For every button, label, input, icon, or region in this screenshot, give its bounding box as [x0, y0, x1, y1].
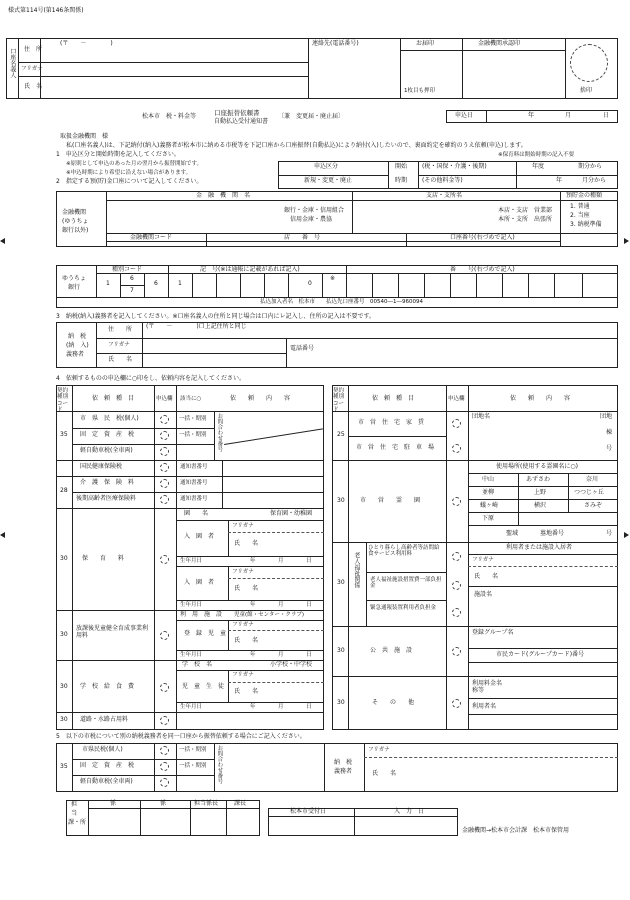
item-light-vehicle-tax: 軽自動車税(全車両) [80, 447, 133, 454]
furigana-label: フリガナ [472, 557, 494, 563]
obligor-label-2: 義務者 [334, 768, 353, 775]
jiki-label: 時期 [395, 177, 408, 184]
right-arrow-icon [624, 238, 629, 244]
staff-2-label: 係 [160, 800, 167, 807]
right-arrow-icon [624, 532, 629, 538]
contact-label: 連絡先(電話番号) [312, 40, 359, 47]
yucho-digit-7: 7 [130, 287, 134, 294]
obligor-tel-label: 電話番号 [290, 345, 315, 352]
name-label: 氏 名 [234, 585, 259, 592]
header-check: 該当に○ [180, 396, 202, 402]
payer-label: 口座名義人 [8, 48, 16, 78]
enrollee-label: 入 園 者 [184, 533, 215, 540]
day-unit: 日 [306, 704, 312, 710]
code-35: 35 [60, 763, 68, 770]
obligor-label-1: 納 税 [334, 759, 353, 766]
month-unit: 月 [278, 704, 284, 710]
start-option-tax: (税・国保・介護・後期) [422, 163, 487, 170]
apply-circle[interactable] [160, 762, 169, 771]
start-option-other: (その他料金等) [422, 177, 463, 184]
birth-label: 生年月日 [180, 704, 203, 710]
code-30: 30 [337, 647, 345, 654]
code-30: 30 [337, 579, 345, 586]
month-unit: 月 [278, 602, 284, 608]
stamp-label: 捨印 [580, 87, 593, 94]
bank-approval-label: 金融機関承認印 [478, 40, 521, 47]
apply-circle[interactable] [452, 699, 461, 708]
symbol-header: 記 号(※は通帳に記載があれば記入) [200, 266, 300, 273]
apply-circle[interactable] [160, 479, 169, 488]
inquiry-number-label: お問合わせ番号 [216, 413, 223, 452]
month-unit: 月 [278, 558, 284, 564]
apply-circle[interactable] [160, 746, 169, 755]
nursery-kind[interactable]: 保育園・幼稚園 [270, 510, 313, 517]
item-shimin-tax: 市県民税(個人) [82, 746, 123, 753]
name-label: 氏 名 [24, 83, 43, 90]
header-apply: 申込欄 [448, 396, 465, 402]
obligor-label-3: 義務者 [66, 351, 85, 358]
office-label-1: 担 [71, 801, 78, 808]
account-type-header: 預貯金の種類 [566, 192, 603, 199]
complex-unit: 団地 [600, 413, 613, 420]
section5-title: 5 以下の市税について別の納税義務者を同一口座から振替依頼する場合にご記入ください。 [56, 733, 306, 740]
item-emergency-device: 緊急通報装置利用者負担金 [370, 605, 437, 611]
bank-code-header: 金融機関コード [130, 234, 173, 241]
code-30: 30 [337, 699, 345, 706]
code-30: 30 [60, 716, 68, 723]
account-type-1[interactable]: 1. 普通 [570, 203, 590, 210]
group-name-label: 登録グループ名 [472, 629, 514, 636]
apply-date-label: 申込日 [455, 112, 474, 119]
routing-note: 金融機関→松本市会計課 松本市保管用 [462, 827, 570, 834]
furigana-label: フリガナ [368, 747, 390, 753]
apply-circle[interactable] [452, 419, 461, 428]
item-afterschool: 放課後児童健全育成事業利用料 [76, 625, 149, 639]
name-label: 氏 名 [234, 688, 259, 695]
obligor-label-2: (納 入) [66, 342, 89, 349]
furigana-label: フリガナ [232, 622, 254, 628]
seal-note: 1枚目も押印 [404, 88, 435, 94]
nen-label: 年 [556, 177, 563, 184]
lump-or-term[interactable]: 一括・期別 [179, 747, 207, 753]
year-unit: 年 [250, 602, 256, 608]
item-other: そ の 他 [372, 699, 415, 706]
code-25: 25 [337, 431, 345, 438]
type-code-header: 種別コード [112, 266, 143, 273]
branch-header: 支店・支所名 [426, 192, 463, 199]
nursery-name-label: 園 名 [184, 510, 209, 517]
number-header: 番 号(右づめで記入) [450, 266, 515, 273]
cemetery-option[interactable]: つつじヶ丘 [574, 489, 605, 496]
cemetery-option[interactable]: あずさわ [526, 476, 551, 483]
notice-number-label: 通知書番号 [180, 464, 208, 470]
cemetery-option[interactable]: 奈川 [586, 476, 599, 483]
user-name-label: 利用者名 [472, 703, 497, 710]
manager-label: 課長 [234, 800, 247, 807]
staff-1-label: 係 [110, 800, 117, 807]
furigana-label: フリガナ [21, 66, 43, 72]
apply-circle[interactable] [160, 683, 169, 692]
apply-circle[interactable] [452, 444, 461, 453]
name-label: 氏 名 [234, 540, 259, 547]
apply-circle[interactable] [452, 608, 461, 617]
item-welfare-facility: 老人福祉施設措置費一部負担金 [370, 577, 442, 590]
account-number-header: 口座番号(右づめで記入) [450, 234, 515, 241]
nendo-label: 年度 [532, 163, 545, 170]
obligor-furigana: フリガナ [108, 342, 130, 348]
intro-item2: 2 指定する預(貯)金口座について記入してください。 [56, 178, 203, 185]
item-light-vehicle-tax: 軽自動車税(全車両) [80, 778, 133, 785]
header-item: 依 頼 種 目 [92, 395, 135, 402]
intro-body: 私(口座名義人)は、下記納付(納入)義務者が松本市に納める市税等を下記口座から口座振替(自動払込)により納付(入)したいので、裏面約定を確約のうえ依頼(申込)します。 [66, 142, 527, 149]
name-label: 氏 名 [474, 573, 499, 580]
payee-info: 払込加入者名 松本市 払込先口座番号 00540―1―960094 [260, 299, 423, 305]
bank-types-2[interactable]: 信用金庫・農協 [290, 216, 333, 223]
day-label: 日 [603, 112, 610, 119]
apply-circle[interactable] [160, 716, 169, 725]
item-elderly-medical: 後期高齢者医療保険料 [76, 495, 137, 502]
intro-item1b: ※申込時期により希望に沿えない場合があります。 [66, 170, 192, 176]
item-care-insurance: 介 護 保 険 料 [80, 479, 135, 486]
intro-to: 取扱金融機関 様 [60, 133, 109, 140]
name-label: 氏 名 [234, 637, 259, 644]
birth-label: 生年月日 [180, 602, 203, 608]
yucho-digit-1b: 1 [178, 280, 182, 287]
obligor-address-label: 住 所 [108, 326, 133, 333]
apply-circle[interactable] [452, 497, 461, 506]
item-shimin-tax: 市 県 民 税(個人) [80, 415, 139, 422]
item-property-tax: 固 定 資 産 税 [80, 431, 135, 438]
day-unit: 日 [306, 558, 312, 564]
section3-title: 3 納税(納入)義務者を記入してください。※口座名義人の住所と同じ場合は口内にレ記入し、住所の記入は不要です。 [56, 313, 376, 320]
account-type-2[interactable]: 2. 当座 [570, 212, 590, 219]
cemetery-option[interactable]: 上野 [534, 489, 547, 496]
obligor-postal[interactable]: (〒 － )口上記住所と同じ [146, 323, 247, 330]
item-childcare-fee: 保 育 料 [82, 555, 125, 562]
yucho-digit-0: 0 [308, 280, 312, 287]
header-item: 依 頼 種 目 [372, 395, 415, 402]
code-30: 30 [60, 683, 68, 690]
item-housing-parking: 市 営 住 宅 駐 車 場 [356, 444, 435, 451]
header-code: 契約種別コード [57, 388, 69, 413]
cemetery-option[interactable]: 横沢 [534, 502, 547, 509]
apply-circle[interactable] [160, 495, 169, 504]
yucho-digit-6b: 6 [154, 280, 158, 287]
apply-circle[interactable] [160, 447, 169, 456]
left-arrow-icon [0, 532, 5, 538]
month-unit: 月 [278, 652, 284, 658]
title-city: 松本市 税・料金等 [142, 113, 197, 120]
bank-label-2: (ゆうちょ [62, 218, 89, 225]
notice-number-label: 通知書番号 [180, 480, 208, 486]
kaishi-label: 開始 [395, 163, 408, 170]
yucho-digit-6: 6 [130, 275, 134, 282]
cemetery-option[interactable]: 並柳 [482, 489, 495, 496]
facility-label: 利 用 施 設 [180, 611, 223, 618]
inquiry-number-label: お問合わせ番号 [216, 745, 223, 784]
citizen-card-label: 市民カード(グループカード)番号 [496, 651, 585, 658]
year-label: 年 [528, 112, 535, 119]
intro-item1: 1 申込区分と開始時期を記入してください。 [56, 151, 180, 158]
apply-circle[interactable] [160, 631, 169, 640]
section-label: 聖域 [506, 530, 519, 537]
stamp-circle [570, 44, 608, 82]
bank-types-1[interactable]: 銀行・金庫・信用組合 [284, 207, 345, 214]
tsukibun-label: 月分から [582, 177, 607, 184]
branch-types-1[interactable]: 本店・支店 営業部 [498, 207, 553, 214]
obligor-label-1: 納 税 [68, 333, 87, 340]
office-label-3: 課・所 [68, 819, 87, 826]
lump-or-term[interactable]: 一括・期別 [179, 432, 207, 438]
bank-name-header: 金 融 機 関 名 [196, 192, 251, 199]
obligor-name-label: 氏 名 [108, 356, 133, 363]
fee-name-label: 利用料金名称等 [472, 680, 503, 694]
form-number: 様式第114号(第146条関係) [8, 7, 84, 14]
item-property-tax: 固 定 資 産 税 [80, 762, 135, 769]
title-sub: 自動払込受付通知書 [214, 118, 269, 125]
cemetery-option[interactable]: 中山 [482, 476, 495, 483]
section4-title: 4 依頼するものの申込欄に○印をし、依頼内容を記入してください。 [56, 375, 246, 382]
furigana-label: フリガナ [232, 523, 254, 529]
code-30: 30 [60, 555, 68, 562]
yucho-label-1: ゆうちょ [62, 275, 87, 282]
furigana-label: フリガナ [232, 672, 254, 678]
kubun-value[interactable]: 新規・変更・廃止 [304, 177, 353, 184]
apply-circle[interactable] [160, 463, 169, 472]
user-or-resident-label: 利用者または施設入居者 [506, 544, 573, 551]
student-label: 児 童 生 徒 [182, 683, 225, 690]
complex-name-label: 団地名 [472, 413, 491, 420]
header-content: 依 頼 内 容 [510, 395, 571, 402]
facility-kind[interactable]: 児童(館・センター・クラブ) [234, 612, 305, 618]
day-unit: 日 [306, 602, 312, 608]
code-35: 35 [60, 431, 68, 438]
code-28: 28 [60, 487, 68, 494]
plot-unit: 号 [606, 530, 613, 537]
plot-number-label: 墓地番号 [540, 530, 565, 537]
header-code: 契約種別コード [333, 388, 345, 413]
title-main: 口座振替依頼書 [214, 109, 260, 117]
school-name-label: 学 校 名 [182, 661, 213, 668]
lump-or-term[interactable]: 一括・期別 [179, 416, 207, 422]
facility-name-label: 施設名 [474, 591, 493, 598]
reception-date-label: 松本市受付日 [290, 808, 327, 815]
item-cemetery: 市 営 霊 園 [360, 497, 421, 504]
apply-circle[interactable] [452, 647, 461, 656]
title-bracket: 〔兼 変更届・廃止届〕 [278, 113, 345, 120]
birth-label: 生年月日 [180, 652, 203, 658]
apply-circle[interactable] [452, 581, 461, 590]
yucho-digit-1: 1 [106, 280, 110, 287]
office-label-2: 当 [71, 810, 78, 817]
address-label: 住 所 [24, 46, 43, 53]
elderly-welfare-label: 老人福祉関係 [352, 552, 360, 588]
bank-label-3: 銀行以外) [62, 227, 89, 234]
enrollee-label: 入 園 者 [184, 579, 215, 586]
apply-circle[interactable] [160, 415, 169, 424]
header-apply: 申込欄 [156, 396, 173, 402]
building-unit: 棟 [606, 429, 613, 436]
code-30: 30 [337, 497, 345, 504]
furigana-label: フリガナ [232, 569, 254, 575]
lump-or-term[interactable]: 一括・期別 [179, 763, 207, 769]
code-30: 30 [60, 631, 68, 638]
input-date-label: 入 力 日 [394, 808, 425, 815]
cemetery-option[interactable]: 蟻ヶ崎 [480, 502, 499, 509]
year-unit: 年 [250, 558, 256, 564]
registered-child-label: 登 録 児 童 [184, 630, 227, 637]
cemetery-option[interactable]: さみぞ [584, 502, 603, 509]
store-number-header: 店 番 号 [284, 234, 321, 241]
intro-item1a: ※原則として申込のあった月の翌月から振替開始です。 [66, 161, 203, 167]
branch-types-2[interactable]: 本所・支所 出張所 [498, 216, 553, 223]
yucho-asterisk: ※ [330, 275, 336, 282]
month-label: 月 [565, 112, 572, 119]
postal-code[interactable]: (〒 － ) [60, 40, 113, 47]
name-label: 氏 名 [372, 770, 397, 777]
birth-label: 生年月日 [180, 558, 203, 564]
left-arrow-icon [0, 238, 5, 244]
school-kind[interactable]: 小学校・中学校 [270, 661, 313, 668]
obligor-box [56, 322, 618, 368]
room-unit: 号 [606, 445, 613, 452]
item-housing-rent: 市 営 住 宅 家 賃 [358, 419, 425, 426]
apply-circle[interactable] [160, 431, 169, 440]
header-content: 依 頼 内 容 [230, 395, 291, 402]
cemetery-option[interactable]: 下原 [482, 515, 495, 522]
intro-note: ※保育料は開始時期の記入不要 [498, 152, 575, 158]
yucho-label-2: 銀行 [68, 284, 81, 291]
apply-circle[interactable] [160, 778, 169, 787]
year-unit: 年 [250, 704, 256, 710]
apply-circle[interactable] [160, 555, 169, 564]
item-nhi-tax: 国民健康保険税 [80, 463, 123, 470]
bank-label-1: 金融機関 [62, 209, 87, 216]
apply-circle[interactable] [452, 552, 461, 561]
chief-label: 担当係長 [194, 800, 219, 807]
kubun-label: 申込区分 [314, 163, 339, 170]
kibun-label: 期分から [578, 163, 603, 170]
item-school-lunch: 学 校 給 食 費 [80, 683, 135, 690]
year-unit: 年 [250, 652, 256, 658]
seal-title: お届印 [416, 40, 435, 47]
item-road-use: 道路・水路占用料 [80, 716, 129, 723]
notice-number-label: 通知書番号 [180, 496, 208, 502]
item-public-facility: 公 共 施 設 [370, 647, 413, 654]
item-meal-service: ひとり暮らし高齢者等訪問給食サービス利用料 [368, 545, 440, 558]
account-type-3[interactable]: 3. 納税準備 [570, 221, 602, 228]
cemetery-location-label: 使用場所(使用する霊園名に○) [496, 463, 578, 470]
day-unit: 日 [306, 652, 312, 658]
